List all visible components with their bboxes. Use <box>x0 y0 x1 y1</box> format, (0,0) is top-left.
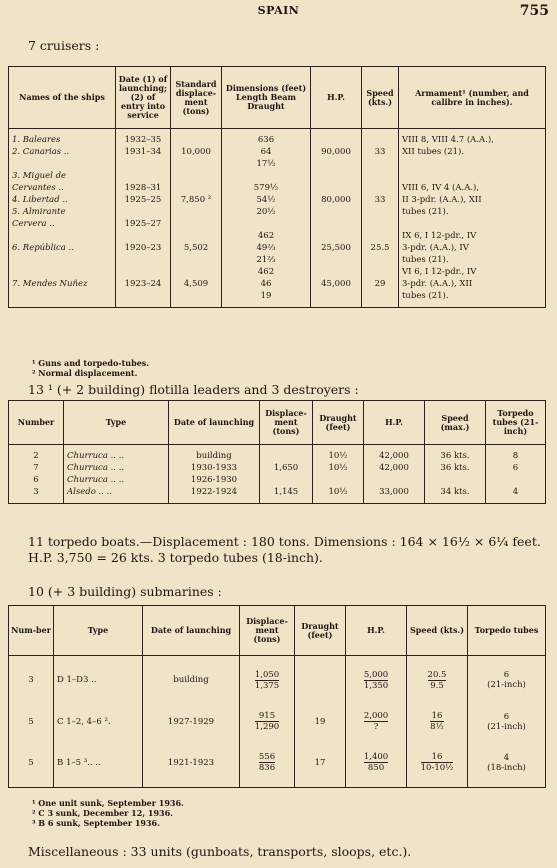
cell: 10,000 <box>171 146 222 158</box>
cell: 3-pdr. (A.A.), IV <box>399 242 546 254</box>
col-dimensions: Dimensions (feet) Length Beam Draught <box>222 67 311 129</box>
cell: VIII 8, VIII 4.7 (A.A.), <box>399 129 546 147</box>
cell <box>362 230 399 242</box>
upper-value: 20.5 <box>427 669 447 680</box>
cell: 5 <box>9 700 54 744</box>
col-displacement: Standard displace-ment (tons) <box>171 67 222 129</box>
cell <box>9 290 116 308</box>
stacked-cell <box>468 700 546 744</box>
stacked-values <box>255 711 279 732</box>
col-type: Type <box>64 401 169 445</box>
footnote: ¹ Guns and torpedo-tubes. <box>32 358 150 368</box>
cell <box>116 206 171 218</box>
cell: 17 <box>295 744 346 788</box>
cell <box>171 290 222 308</box>
cell: IX 6, I 12-pdr., IV <box>399 230 546 242</box>
cell: Churruca .. .. <box>64 462 169 474</box>
col-displacement: Displace-ment (tons) <box>240 606 295 656</box>
table-row <box>9 230 546 242</box>
col-tubes: Torpedo tubes <box>468 606 546 656</box>
cell: 19 <box>222 290 311 308</box>
stacked-cell <box>346 744 407 788</box>
cell <box>362 129 399 147</box>
cell <box>311 129 362 147</box>
lower-value: 1,350 <box>363 680 389 691</box>
cell: 33,000 <box>364 486 425 504</box>
table-row <box>9 218 546 230</box>
col-speed: Speed (max.) <box>425 401 486 445</box>
cell: 1926-1930 <box>169 474 260 486</box>
cell: 54½ <box>222 194 311 206</box>
cell: 10½ <box>313 462 364 474</box>
cell: building <box>169 445 260 463</box>
cell: tubes (21). <box>399 290 546 308</box>
cell: 10½ <box>313 486 364 504</box>
lower-value: 10-10½ <box>420 763 454 774</box>
cell: 2 <box>9 445 64 463</box>
cell <box>362 290 399 308</box>
cell <box>364 474 425 486</box>
stacked-cell <box>407 700 468 744</box>
cell: 46 <box>222 278 311 290</box>
submarines-table <box>8 605 546 788</box>
cell: 636 <box>222 129 311 147</box>
cell: tubes (21). <box>399 206 546 218</box>
cell <box>260 445 313 463</box>
cell: C 1–2, 4–6 ². <box>54 700 143 744</box>
upper-value: 556 <box>258 752 276 763</box>
stacked-values <box>428 670 447 691</box>
cell <box>362 170 399 182</box>
cell: 1927-1929 <box>143 700 240 744</box>
cell <box>311 182 362 194</box>
submarines-heading: 10 (+ 3 building) submarines : <box>28 584 222 599</box>
leaders-heading: 13 ¹ (+ 2 building) flotilla leaders and 3 destroyers : <box>28 382 359 397</box>
col-hp: H.P. <box>364 401 425 445</box>
stacked-cell <box>240 656 295 700</box>
cell <box>311 290 362 308</box>
lower-value: 850 <box>367 763 385 774</box>
lower-value: 1,290 <box>254 722 280 732</box>
cell: 42,000 <box>364 462 425 474</box>
col-tubes: Torpedo tubes (21-inch) <box>486 401 546 445</box>
stacked-values <box>421 752 454 773</box>
cell: 64 <box>222 146 311 158</box>
cell: 7. Mendes Nuñez <box>9 278 116 290</box>
cell: 19 <box>295 700 346 744</box>
cell: 1930-1933 <box>169 462 260 474</box>
table-row <box>9 266 546 278</box>
cell: 1925–27 <box>116 218 171 230</box>
cell <box>171 266 222 278</box>
cell <box>311 158 362 170</box>
cell: 1920–23 <box>116 242 171 254</box>
table-row <box>9 242 546 254</box>
upper-value: 1,400 <box>363 752 389 763</box>
table-row <box>9 129 546 147</box>
cell: 1. Baleares <box>9 129 116 147</box>
cell: 36 kts. <box>425 445 486 463</box>
lower-value: 836 <box>258 763 276 774</box>
cell <box>116 290 171 308</box>
lower-value: (21-inch) <box>487 721 526 732</box>
stacked-cell <box>346 700 407 744</box>
cell: Alsedo .. .. <box>64 486 169 504</box>
cell: 5 <box>9 744 54 788</box>
cell: 5,502 <box>171 242 222 254</box>
cell <box>116 254 171 266</box>
col-date: Date of launching <box>143 606 240 656</box>
cruisers-heading: 7 cruisers : <box>28 38 100 53</box>
cell: 6 <box>9 474 64 486</box>
cell <box>171 254 222 266</box>
page-title: SPAIN <box>257 4 300 17</box>
cell <box>362 182 399 194</box>
cell <box>171 158 222 170</box>
col-speed: Speed (kts.) <box>407 606 468 656</box>
table-row <box>9 158 546 170</box>
upper-value: 16 <box>421 752 454 763</box>
cell: tubes (21). <box>399 254 546 266</box>
table-row <box>9 700 546 744</box>
table-row <box>9 445 546 463</box>
footnote: ¹ One unit sunk, September 1936. <box>32 798 184 808</box>
cell <box>260 474 313 486</box>
stacked-values <box>487 712 526 732</box>
cell: VI 6, I 12-pdr., IV <box>399 266 546 278</box>
table-row <box>9 278 546 290</box>
table-row <box>9 656 546 700</box>
lower-value: 8½ <box>430 722 444 732</box>
upper-value: 1,050 <box>254 669 280 680</box>
lower-value: (18-inch) <box>487 762 526 773</box>
table-row <box>9 486 546 504</box>
stacked-values <box>259 752 275 773</box>
cell <box>116 158 171 170</box>
cell <box>171 230 222 242</box>
table-row <box>9 146 546 158</box>
stacked-values <box>487 753 526 773</box>
cell <box>311 254 362 266</box>
cell <box>486 474 546 486</box>
cell: 4,509 <box>171 278 222 290</box>
col-draught: Draught (feet) <box>313 401 364 445</box>
cell: 45,000 <box>311 278 362 290</box>
cell: 1922-1924 <box>169 486 260 504</box>
cell: 1928–31 <box>116 182 171 194</box>
col-type: Type <box>54 606 143 656</box>
cell <box>311 206 362 218</box>
table-row <box>9 254 546 266</box>
table-row <box>9 206 546 218</box>
table-row <box>9 182 546 194</box>
stacked-values <box>364 670 388 691</box>
leaders-table <box>8 400 546 504</box>
lower-value: 1,375 <box>254 680 280 691</box>
table-row <box>9 170 546 182</box>
submarines-footnotes <box>32 798 184 828</box>
running-header <box>0 4 557 22</box>
cell: 1,145 <box>260 486 313 504</box>
cell <box>116 170 171 182</box>
col-number: Num-ber <box>9 606 54 656</box>
col-armament: Armament¹ (number, and calibre in inches). <box>399 67 546 129</box>
cell: 3. Miguel de <box>9 170 116 182</box>
cell <box>362 206 399 218</box>
cell: II 3-pdr. (A.A.), XII <box>399 194 546 206</box>
upper-value: 5,000 <box>363 669 389 680</box>
cell <box>399 158 546 170</box>
cell <box>311 230 362 242</box>
cell: building <box>143 656 240 700</box>
cell <box>362 254 399 266</box>
cell <box>171 129 222 147</box>
footnote: ² C 3 sunk, December 12, 1936. <box>32 808 173 818</box>
upper-value: 2,000 <box>363 711 389 721</box>
cell: 8 <box>486 445 546 463</box>
upper-value: 6 <box>503 670 510 681</box>
cell: 80,000 <box>311 194 362 206</box>
col-displacement: Displace-ment (tons) <box>260 401 313 445</box>
cell: Churruca .. .. <box>64 474 169 486</box>
cell: 462 <box>222 230 311 242</box>
col-names: Names of the ships <box>9 67 116 129</box>
table-row <box>9 744 546 788</box>
cell <box>295 656 346 700</box>
cell <box>311 218 362 230</box>
col-hp: H.P. <box>311 67 362 129</box>
cell: Churruca .. .. <box>64 445 169 463</box>
page-number: 755 <box>519 3 549 19</box>
stacked-cell <box>240 700 295 744</box>
cell: D 1–D3 .. <box>54 656 143 700</box>
cell: B 1–5 ³.. .. <box>54 744 143 788</box>
col-speed: Speed (kts.) <box>362 67 399 129</box>
stacked-values <box>364 752 388 773</box>
cell: 21⅔ <box>222 254 311 266</box>
upper-value: 4 <box>503 752 510 763</box>
cell <box>9 230 116 242</box>
cell: 1932–35 <box>116 129 171 147</box>
cell: Cervera .. <box>9 218 116 230</box>
cell: 1931–34 <box>116 146 171 158</box>
cell: 33 <box>362 194 399 206</box>
col-draught: Draught (feet) <box>295 606 346 656</box>
cell <box>313 474 364 486</box>
cell: 3-pdr. (A.A.), XII <box>399 278 546 290</box>
table-row <box>9 194 546 206</box>
cell: 462 <box>222 266 311 278</box>
cell: 3 <box>9 656 54 700</box>
cell: 3 <box>9 486 64 504</box>
lower-value: (21-inch) <box>487 680 526 691</box>
cell: 4 <box>486 486 546 504</box>
col-number: Number <box>9 401 64 445</box>
stacked-values <box>487 670 526 690</box>
cell: 29 <box>362 278 399 290</box>
cell <box>116 266 171 278</box>
col-date: Date of launching <box>169 401 260 445</box>
footnote: ² Normal displacement. <box>32 368 138 378</box>
cell <box>171 170 222 182</box>
cell: 5. Almirante <box>9 206 116 218</box>
cell <box>399 218 546 230</box>
lower-value: 9.5 <box>430 680 444 691</box>
upper-value: 16 <box>431 711 443 721</box>
cell: 2. Canarias .. <box>9 146 116 158</box>
cell: 579½ <box>222 182 311 194</box>
table-row <box>9 290 546 308</box>
cell: 49⅔ <box>222 242 311 254</box>
cell: 90,000 <box>311 146 362 158</box>
cell: Cervantes .. <box>9 182 116 194</box>
upper-value: 6 <box>503 711 510 722</box>
cell: XII tubes (21). <box>399 146 546 158</box>
miscellaneous-line: Miscellaneous : 33 units (gunboats, transports, sloops, etc.). <box>28 844 412 859</box>
cell <box>222 218 311 230</box>
cell: VIII 6, IV 4 (A.A.), <box>399 182 546 194</box>
stacked-values <box>364 711 388 732</box>
cell: 1921-1923 <box>143 744 240 788</box>
stacked-cell <box>240 744 295 788</box>
cell: 36 kts. <box>425 462 486 474</box>
cell <box>9 254 116 266</box>
stacked-cell <box>407 656 468 700</box>
stacked-cell <box>468 744 546 788</box>
cell: 17½ <box>222 158 311 170</box>
cruisers-table <box>8 66 546 308</box>
cell <box>222 170 311 182</box>
stacked-values <box>430 711 444 732</box>
cell: 7 <box>9 462 64 474</box>
cruisers-footnotes <box>32 358 149 378</box>
cell: 42,000 <box>364 445 425 463</box>
cell <box>362 218 399 230</box>
stacked-values <box>255 670 279 691</box>
cell: 7,850 ² <box>171 194 222 206</box>
cell <box>399 170 546 182</box>
lower-value: ? <box>373 722 379 732</box>
cell: 1,650 <box>260 462 313 474</box>
cell <box>9 158 116 170</box>
upper-value: 915 <box>255 711 279 722</box>
cell <box>362 266 399 278</box>
stacked-cell <box>407 744 468 788</box>
cell: 20½ <box>222 206 311 218</box>
cell: 1923–24 <box>116 278 171 290</box>
cell: 34 kts. <box>425 486 486 504</box>
table-row <box>9 474 546 486</box>
cell <box>425 474 486 486</box>
table-row <box>9 462 546 474</box>
cell: 10½ <box>313 445 364 463</box>
cell <box>116 230 171 242</box>
cell <box>9 266 116 278</box>
cell: 6 <box>486 462 546 474</box>
col-hp: H.P. <box>346 606 407 656</box>
cell: 25.5 <box>362 242 399 254</box>
stacked-cell <box>468 656 546 700</box>
cell <box>362 158 399 170</box>
cell <box>171 206 222 218</box>
cell <box>311 266 362 278</box>
stacked-cell <box>346 656 407 700</box>
footnote: ³ B 6 sunk, September 1936. <box>32 818 160 828</box>
cell: 6. República .. <box>9 242 116 254</box>
cell <box>311 170 362 182</box>
cell <box>171 182 222 194</box>
cell <box>171 218 222 230</box>
cell: 25,500 <box>311 242 362 254</box>
cell: 1925–25 <box>116 194 171 206</box>
col-date: Date (1) of launching; (2) of entry into service <box>116 67 171 129</box>
cell: 33 <box>362 146 399 158</box>
cell: 4. Libertad .. <box>9 194 116 206</box>
torpedo-boats-paragraph: 11 torpedo boats.—Displacement : 180 tons. Dimensions : 164 × 16½ × 6¼ feet. H.P. 3,750 = 26 kts. 3 torpedo tubes (18-inch). <box>28 534 541 565</box>
